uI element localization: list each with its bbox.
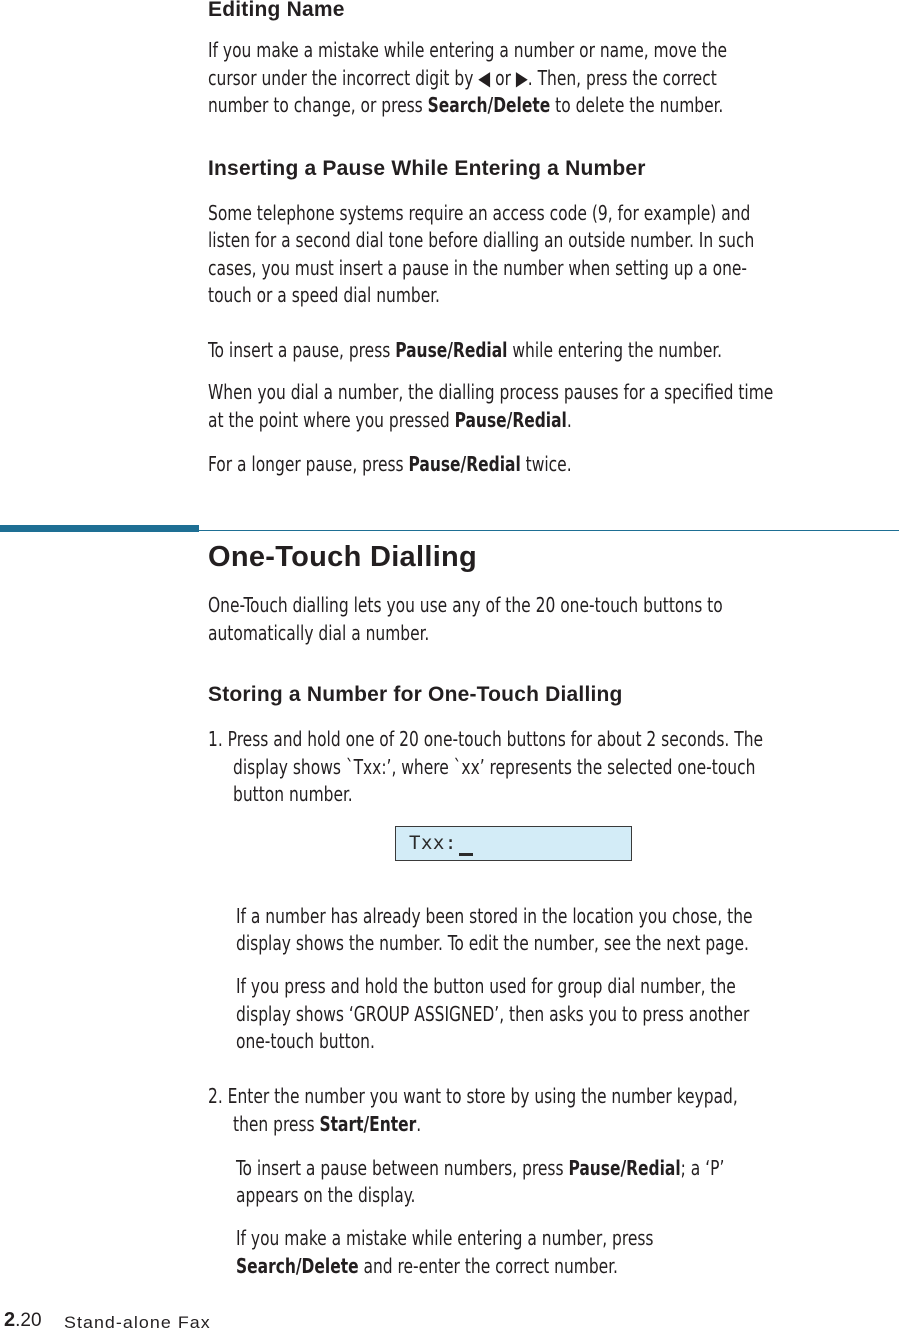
key-name: Pause/Redial xyxy=(395,338,508,362)
paragraph-line: If you make a mistake while entering a number or name, move the xyxy=(208,38,728,62)
paragraph-line: Some telephone systems require an access code (9, for example) and xyxy=(208,201,751,225)
step-2-line: then press Start/Enter. xyxy=(233,1112,422,1136)
note-line: display shows the number. To edit the number, see the next page. xyxy=(236,931,749,955)
step-1-line: button number. xyxy=(233,782,353,806)
note-line: Search/Delete and re-enter the correct number. xyxy=(236,1254,618,1278)
chapter-title: Stand-alone Fax xyxy=(64,1313,211,1332)
section-divider-accent xyxy=(0,525,199,532)
lcd-display-text: Txx: xyxy=(409,832,457,854)
heading-storing-number: Storing a Number for One-Touch Dialling xyxy=(208,683,623,706)
paragraph-line: To insert a pause, press Pause/Redial while entering the number. xyxy=(208,338,723,362)
key-name: Pause/Redial xyxy=(454,408,567,432)
paragraph-line: touch or a speed dial number. xyxy=(208,283,440,307)
paragraph-line: cases, you must insert a pause in the number when setting up a one- xyxy=(208,256,748,280)
key-name: Pause/Redial xyxy=(568,1156,681,1180)
heading-editing-name: Editing Name xyxy=(208,0,345,21)
paragraph-line: cursor under the incorrect digit by ◀ or ▶. Then, press the correct xyxy=(208,66,717,90)
right-arrow-icon: ▶ xyxy=(515,66,528,90)
key-name: Search/Delete xyxy=(236,1254,359,1278)
note-line: appears on the display. xyxy=(236,1183,416,1207)
paragraph-line: For a longer pause, press Pause/Redial twice. xyxy=(208,452,572,476)
step-1-line: 1. Press and hold one of 20 one-touch buttons for about 2 seconds. The xyxy=(208,727,764,751)
key-name: Search/Delete xyxy=(427,93,551,117)
paragraph-line: When you dial a number, the dialling process pauses for a specified time xyxy=(208,380,774,404)
left-arrow-icon: ◀ xyxy=(478,66,491,90)
note-line: If a number has already been stored in the location you chose, the xyxy=(236,904,753,928)
key-name: Pause/Redial xyxy=(408,452,521,476)
paragraph-line: One-Touch dialling lets you use any of the 20 one-touch buttons to xyxy=(208,593,723,617)
note-line: display shows ‘GROUP ASSIGNED’, then asks you to press another xyxy=(236,1002,750,1026)
key-name: Start/Enter xyxy=(319,1112,417,1136)
note-line: one-touch button. xyxy=(236,1029,375,1053)
note-line: To insert a pause between numbers, press Pause/Redial; a ‘P’ xyxy=(236,1156,725,1180)
step-1-line: display shows `Txx:’, where `xx’ represents the selected one-touch xyxy=(233,755,756,779)
note-line: If you make a mistake while entering a number, press xyxy=(236,1226,654,1250)
note-line: If you press and hold the button used for group dial number, the xyxy=(236,974,736,998)
lcd-cursor xyxy=(459,853,473,856)
page-number: 2.20 xyxy=(4,1309,42,1331)
paragraph-line: listen for a second dial tone before dialling an outside number. In such xyxy=(208,228,755,252)
paragraph-line: number to change, or press Search/Delete to delete the number. xyxy=(208,93,724,117)
paragraph-line: automatically dial a number. xyxy=(208,621,430,645)
step-2-line: 2. Enter the number you want to store by using the number keypad, xyxy=(208,1084,738,1108)
heading-inserting-pause: Inserting a Pause While Entering a Number xyxy=(208,157,646,180)
heading-one-touch-dialling: One-Touch Dialling xyxy=(208,541,478,573)
lcd-display xyxy=(395,826,632,861)
paragraph-line: at the point where you pressed Pause/Redial. xyxy=(208,408,572,432)
